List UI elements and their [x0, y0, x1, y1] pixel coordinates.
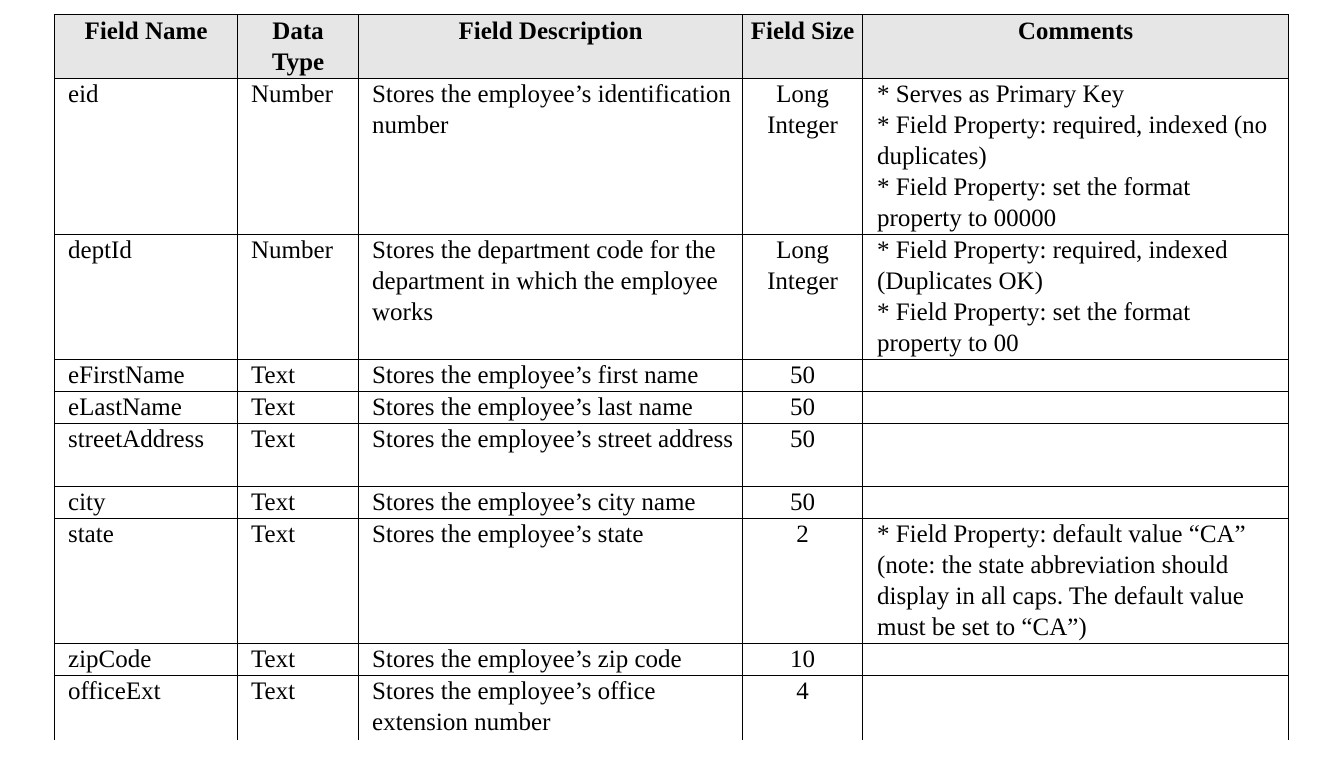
- cell-data-type: Text: [238, 424, 359, 487]
- cell-field-name: officeExt: [55, 676, 238, 740]
- comment-line: * Field Property: default value “CA” (note: the state abbreviation should display in all caps. The default value must be set to “CA”): [877, 521, 1246, 641]
- cell-comments: [863, 360, 1289, 392]
- cell-comments: [863, 644, 1289, 676]
- cell-field-size: Long Integer: [743, 235, 863, 360]
- header-comments: Comments: [863, 15, 1289, 79]
- cell-comments: [863, 424, 1289, 487]
- cell-data-type: Text: [238, 392, 359, 424]
- cell-field-description: Stores the employee’s street address: [359, 424, 743, 487]
- cell-field-name: state: [55, 519, 238, 644]
- cell-field-description: Stores the employee’s city name: [359, 487, 743, 519]
- comment-line: * Field Property: set the format property to 00000: [877, 174, 1191, 232]
- comment-line: * Field Property: required, indexed (no duplicates): [877, 112, 1268, 170]
- cell-comments: [863, 79, 1289, 235]
- cell-field-description: Stores the employee’s first name: [359, 360, 743, 392]
- table-body: [55, 79, 1289, 740]
- cell-data-type: Text: [238, 360, 359, 392]
- table-row: [55, 519, 1289, 644]
- cell-field-description: Stores the employee’s office extension number: [359, 676, 743, 740]
- cell-field-size: Long Integer: [743, 79, 863, 235]
- cell-comments: [863, 519, 1289, 644]
- cell-data-type: Text: [238, 676, 359, 740]
- table-row: [55, 644, 1289, 676]
- table-row: [55, 360, 1289, 392]
- cell-data-type: Text: [238, 487, 359, 519]
- comment-line: * Field Property: set the format property to 00: [877, 299, 1191, 357]
- cell-field-size: 10: [743, 644, 863, 676]
- cell-field-size: 50: [743, 360, 863, 392]
- cell-field-description: Stores the employee’s last name: [359, 392, 743, 424]
- cell-field-size: 50: [743, 424, 863, 487]
- table-row: [55, 487, 1289, 519]
- header-field-size: Field Size: [743, 15, 863, 79]
- cell-field-description: Stores the department code for the department in which the employee works: [359, 235, 743, 360]
- cell-data-type: Text: [238, 519, 359, 644]
- cell-field-name: zipCode: [55, 644, 238, 676]
- table-header: [55, 15, 1289, 79]
- cell-field-size: 50: [743, 392, 863, 424]
- cell-field-size: 50: [743, 487, 863, 519]
- cell-field-description: Stores the employee’s zip code: [359, 644, 743, 676]
- table-row: [55, 79, 1289, 235]
- header-data-type: Data Type: [238, 15, 359, 79]
- table-row: [55, 392, 1289, 424]
- comment-line: * Serves as Primary Key: [877, 81, 1125, 108]
- cell-field-name: deptId: [55, 235, 238, 360]
- table-row: [55, 235, 1289, 360]
- table-row: [55, 424, 1289, 487]
- header-field-description: Field Description: [359, 15, 743, 79]
- comment-line: * Field Property: required, indexed (Duplicates OK): [877, 237, 1228, 295]
- header-row: [55, 15, 1289, 79]
- cell-field-name: eFirstName: [55, 360, 238, 392]
- cell-data-type: Text: [238, 644, 359, 676]
- cell-field-name: streetAddress: [55, 424, 238, 487]
- cell-field-size: 2: [743, 519, 863, 644]
- header-field-name: Field Name: [55, 15, 238, 79]
- cell-field-name: city: [55, 487, 238, 519]
- cell-data-type: Number: [238, 79, 359, 235]
- cell-data-type: Number: [238, 235, 359, 360]
- cell-field-name: eid: [55, 79, 238, 235]
- cell-field-description: Stores the employee’s identification number: [359, 79, 743, 235]
- cell-comments: [863, 487, 1289, 519]
- cell-comments: [863, 676, 1289, 740]
- table-row: [55, 676, 1289, 740]
- cell-field-name: eLastName: [55, 392, 238, 424]
- cell-comments: [863, 392, 1289, 424]
- cell-comments: [863, 235, 1289, 360]
- cell-field-size: 4: [743, 676, 863, 740]
- field-definition-table: [54, 14, 1289, 740]
- cell-field-description: Stores the employee’s state: [359, 519, 743, 644]
